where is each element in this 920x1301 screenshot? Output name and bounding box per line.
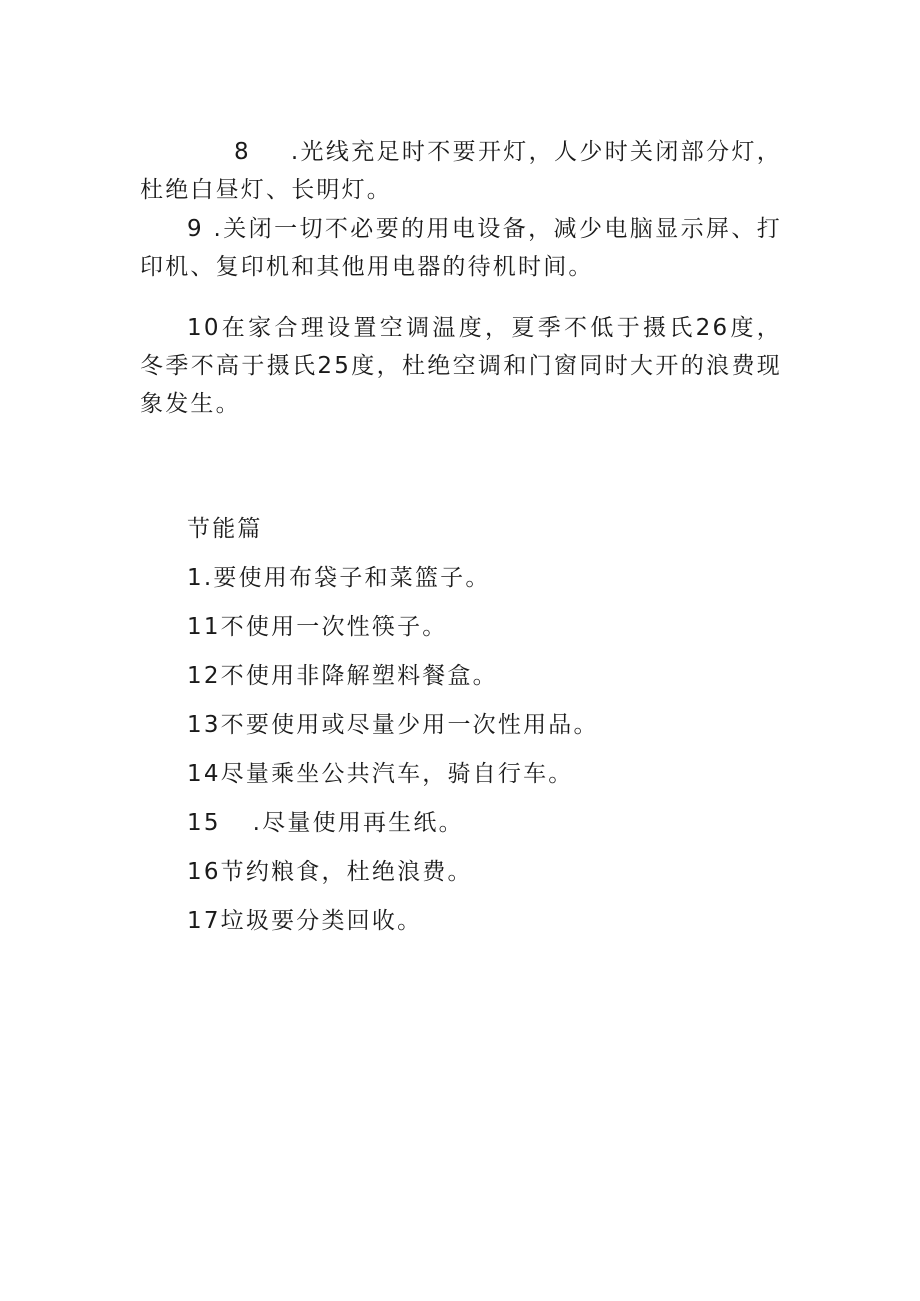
list-item: 1.要使用布袋子和菜篮子。 (187, 565, 491, 591)
list-item: 11不使用一次性筷子。 (187, 614, 448, 640)
list-item-15 (187, 808, 464, 838)
list-item-15-text: .尽量使用再生纸。 (252, 810, 464, 836)
paragraph-8-text: .光线充足时不要开灯，人少时关闭部分灯，杜绝白昼灯、长明灯。 (140, 139, 782, 203)
list-item: 17垃圾要分类回收。 (187, 908, 423, 934)
paragraph-8-number: 8 (234, 139, 251, 165)
list-item: 12不使用非降解塑料餐盒。 (187, 663, 498, 689)
list-item-15-number: 15 (187, 810, 221, 836)
paragraph-9: 9 .关闭一切不必要的用电设备，减少电脑显示屏、打印机、复印机和其他用电器的待机时间。 (140, 216, 782, 280)
list-item: 13不要使用或尽量少用一次性用品。 (187, 712, 599, 738)
paragraph-8 (140, 133, 782, 209)
list-item: 14尽量乘坐公共汽车，骑自行车。 (187, 761, 574, 787)
section-title: 节能篇 (187, 516, 263, 542)
paragraph-10: 10在家合理设置空调温度，夏季不低于摄氏26度，冬季不高于摄氏25度，杜绝空调和门窗同时大开的浪费现象发生。 (140, 315, 782, 417)
list-item: 16节约粮食，杜绝浪费。 (187, 859, 473, 885)
